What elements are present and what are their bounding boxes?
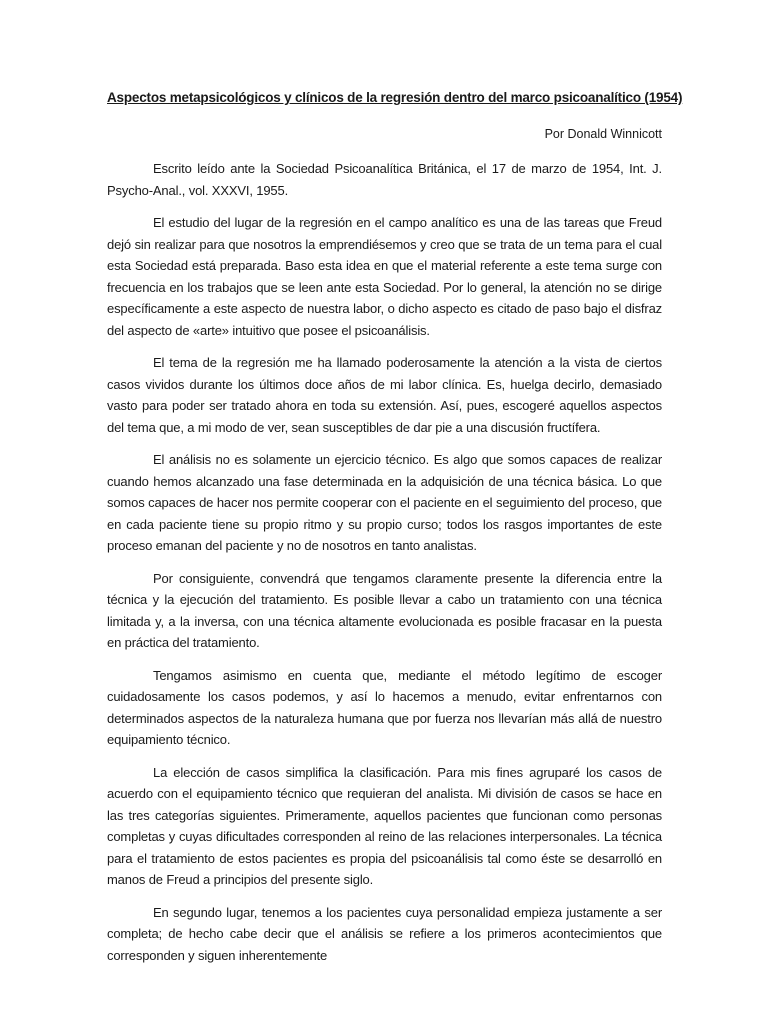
paragraph-4: El análisis no es solamente un ejercicio técnico. Es algo que somos capaces de realizar cuando hemos alcanzado una fase determinada en la adquisición de una técnica básica. Lo que somos capaces de hacer nos permite cooperar con el paciente en el seguimiento del proceso, que en cada paciente tiene su propio ritmo y su propio curso; todos los rasgos importantes de este proceso emanan del paciente y no de nosotros en tanto analistas. (107, 452, 662, 553)
paragraph-6: Tengamos asimismo en cuenta que, mediante el método legítimo de escoger cuidadosamente los casos podemos, y así lo hacemos a menudo, evitar enfrentarnos con determinados aspectos de la naturaleza humana que por fuerza nos llevarían más allá de nuestro equipamiento técnico. (107, 667, 662, 747)
paragraph-7: La elección de casos simplifica la clasificación. Para mis fines agruparé los casos de acuerdo con el equipamiento técnico que requieran del analista. Mi división de casos se hace en las tres categorías siguientes. Primeramente, aquellos pacientes que funcionan como personas completas y cuyas dificultades corresponden al reino de las relaciones interpersonales. La técnica para el tratamiento de estos pacientes es propia del psicoanálisis tal como éste se desarrolló en manos de Freud a principios del presente siglo. (107, 764, 662, 887)
paragraph-2: El estudio del lugar de la regresión en el campo analítico es una de las tareas que Freud dejó sin realizar para que nosotros la emprendiésemos y creo que se trata de un tema para el cual esta Sociedad está preparada. Baso esta idea en que el material referente a este tema surge con frecuencia en los trabajos que se leen ante esta Sociedad. Por lo general, la atención no se dirige específicamente a este aspecto de nuestra labor, o dicho aspecto es citado de paso bajo el disfraz del aspecto de «arte» intuitivo que posee el psicoanálisis. (107, 215, 662, 338)
document-author: Por Donald Winnicott (544, 127, 662, 141)
paragraph-5: Por consiguiente, convendrá que tengamos claramente presente la diferencia entre la técnica y la ejecución del tratamiento. Es posible llevar a cabo un tratamiento con una técnica limitada y, a la inversa, con una técnica altamente evolucionada es posible fracasar en la puesta en práctica del tratamiento. (107, 570, 662, 650)
paragraph-3: El tema de la regresión me ha llamado poderosamente la atención a la vista de ciertos casos vividos durante los últimos doce años de mi labor clínica. Es, huelga decirlo, demasiado vasto para poder ser tratado ahora en toda su extensión. Así, pues, escogeré aquellos aspectos del tema que, a mi modo de ver, sean susceptibles de dar pie a una discusión fructífera. (107, 355, 662, 435)
document-title: Aspectos metapsicológicos y clínicos de la regresión dentro del marco psicoanalítico (1954) (107, 90, 683, 105)
paragraph-1: Escrito leído ante la Sociedad Psicoanalítica Británica, el 17 de marzo de 1954, Int. J. Psycho-Anal., vol. XXXVI, 1955. (107, 161, 662, 198)
document-body (107, 88, 683, 966)
paragraph-8: En segundo lugar, tenemos a los pacientes cuya personalidad empieza justamente a ser completa; de hecho cabe decir que el análisis se refiere a los primeros acontecimientos que corresponden y siguen inherentemente (107, 904, 662, 963)
